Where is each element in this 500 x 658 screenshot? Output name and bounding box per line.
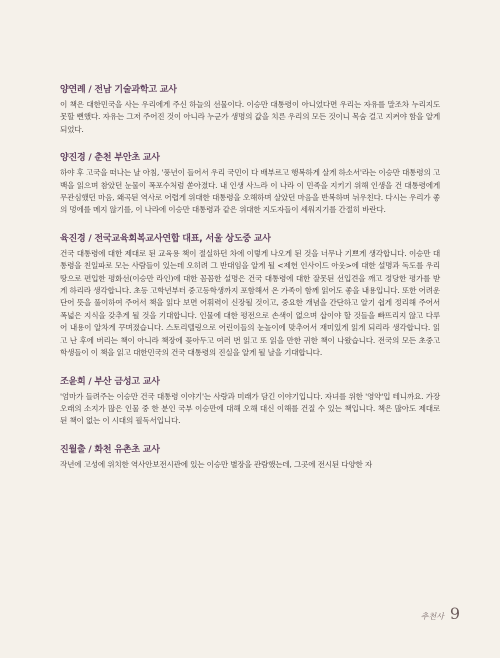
- entry-text: 하야 후 고국을 떠나는 날 아침, '풍년이 들어서 우리 국민이 다 배부르고 행복하게 살게 하소서'라는 이승만 대통령의 고백을 읽으며 참았던 눈물이 폭포수처럼 쏟아졌다. 내 인생 사느라 이 나라 이 민족을 지키기 위해 인생을 건 대통령에게 무관심했던 마음, 왜곡된 역사로 어렵게 위대한 대통령을 오해하며 살았던 마음을 반복하며 뉘우친다. 다시는 우리가 좋의 멍에를 메지 않기를, 이 나라에 이승만 대통령과 같은 위대한 지도자들이 세워지기를 간절히 바란다.: [60, 168, 440, 215]
- recommendation-entry: [60, 152, 440, 217]
- entry-text: '엄마가 들려주는 이승만 건국 대통령 이야기'는 사랑과 미래가 담긴 이야기입니다. 자녀를 위한 '영약'입 테니까요. 가장 오래의 소지가 많은 인물 중 한 분인 국부 이승만에 대해 오해 대신 이해를 건질 수 있는 책입니다. 책은 많아도 제대로 된 책이 없는 이 시대의 필독서입니다.: [60, 391, 440, 426]
- recommendation-entry: [60, 84, 440, 136]
- entry-author: 육진경 / 전국교육회복교사연합 대표, 서울 상도중 교사: [60, 233, 271, 244]
- entry-author: 진월출 / 화천 유촌초 교사: [60, 444, 160, 455]
- recommendation-entry: [60, 376, 440, 428]
- recommendation-entry: [60, 233, 440, 360]
- entry-text: 이 책은 대한민국을 사는 우리에게 주신 하늘의 선물이다. 이승만 대통령이 아니었다면 우리는 자유를 말조차 누리지도 못할 뻔했다. 자유는 그저 주어진 것이 아니라 누군가 생명의 값을 치른 우리의 모든 것이니 목숨 걸고 지켜야 함을 알게 되었다.: [60, 100, 440, 134]
- entry-author: 양연례 / 전남 기술과학고 교사: [60, 85, 177, 95]
- entry-author: 양진경 / 춘천 부안초 교사: [60, 153, 160, 164]
- page-footer: [421, 604, 460, 623]
- recommendation-list: [60, 84, 440, 487]
- entry-text: 작년에 고성에 위치한 역사안보전시관에 있는 이승만 별장을 관람했는데, 그곳에 전시된 다양한 자: [60, 459, 372, 469]
- entry-author: 조윤희 / 부산 금성고 교사: [60, 376, 160, 387]
- section-mark: 추천사: [420, 612, 444, 621]
- entry-text: 건국 대통령에 대한 제대로 된 교육용 책이 절실하던 차에 이렇게 나오게 된 것을 너무나 기쁘게 생각합니다. 이승만 대통령을 친일파로 모는 사람들이 있는데 오히려 그 반대임을 알게 될 <제헌 인사이드 아웃>에 대한 설명과 독도를 우리 땅으로 편입한 평화선(이승만 라인)에 대한 꼼꼼한 설명은 건국 대통령에 대한 잘못된 선입견을 깨고 정당한 평가를 받게 하리라 생각합니다. 초등 고학년부터 중고등학생까지 포함해서 온 가족이 함께 읽어도 좋을 내용입니다. 또한 어려운 단어 뜻을 풀이하여 주어서 책을 읽다 보면 어휘력이 신장될 것이고, 중요한 개념을 간단하고 알기 쉽게 정리해 주어서 폭넓은 지식을 갖추게 될 것을 기대합니다. 인물에 대한 평전으로 손색이 없으며 삽이야 할 것들을 빠뜨리지 않고 다루어 내용이 알차게 꾸며졌습니다. 스토리텔링으로 어린이들의 눈높이에 맞추어서 재미있게 읽게 되리라 생각합니다. 읽고 난 후에 버리는 책이 아니라 책장에 꽂아두고 여러 번 읽고 또 읽을 만한 귀한 책이 나왔습니다. 전국의 모든 초중고 학생들이 이 책을 읽고 대한민국의 건국 대통령의 진실을 알게 될 날을 기대합니다.: [60, 248, 440, 358]
- recommendation-entry: [60, 444, 440, 471]
- page-number: 9: [449, 604, 460, 623]
